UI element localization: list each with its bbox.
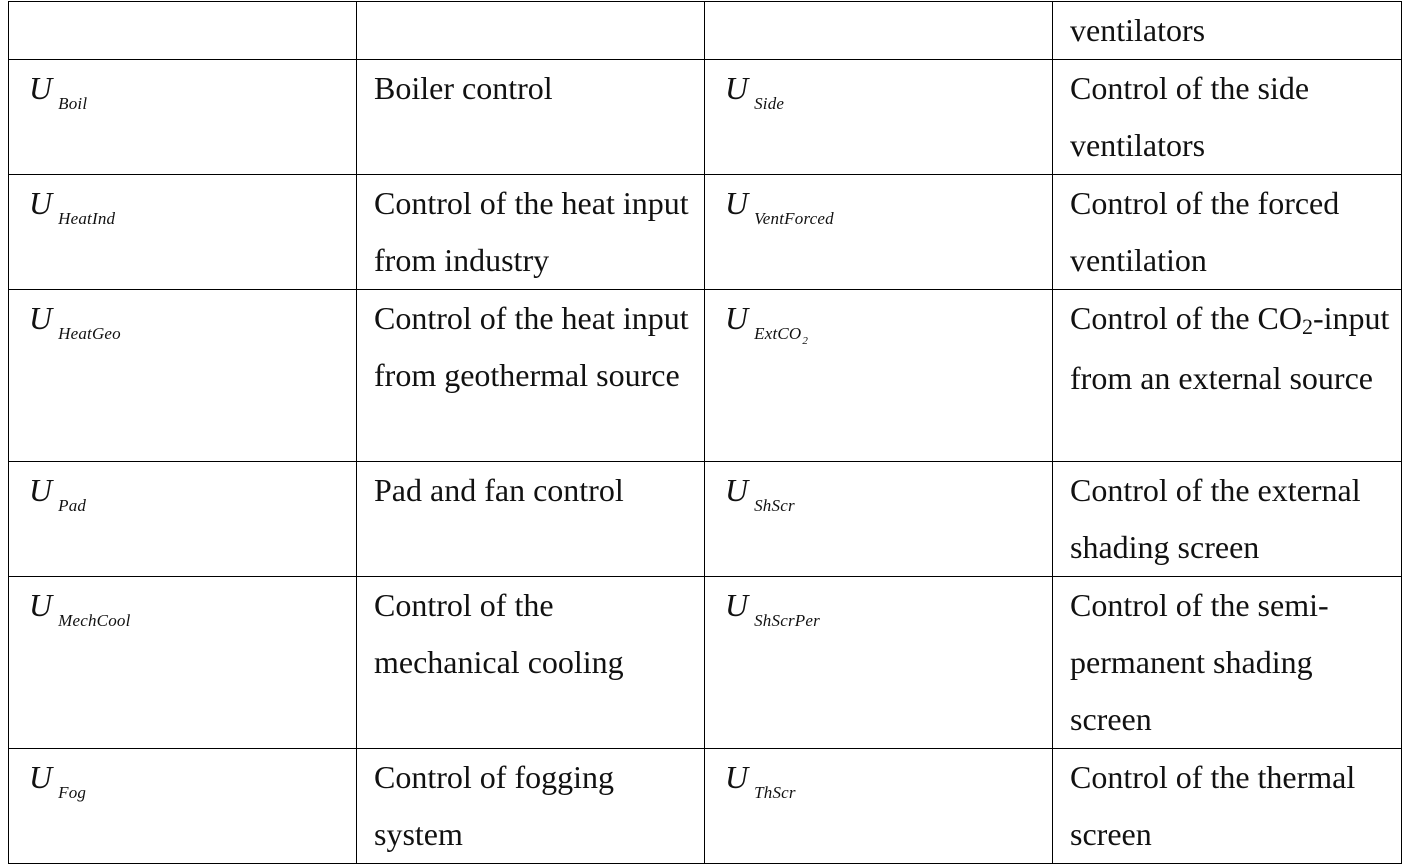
symbol-letter: U [29,587,53,623]
symbol-subscript: HeatInd [58,209,116,228]
description-text: Control of the thermal screen [1070,759,1356,852]
symbol-cell [9,577,357,749]
symbol-subscript: Side [754,94,785,113]
symbol-letter: U [725,300,749,336]
symbol-letter: U [725,587,749,623]
description-text: Control of the heat input from geothermal source [374,300,689,393]
symbol-cell [9,60,357,175]
description-cell [1053,2,1402,60]
description-cell [357,749,705,864]
description-cell [357,462,705,577]
description-text: Boiler control [374,70,553,106]
symbol-subscript: ShScrPer [754,611,820,630]
symbol-subscript: Pad [58,496,87,515]
symbol-letter: U [29,472,53,508]
table-row [9,175,1402,290]
symbol-subscript: VentForced [754,209,834,228]
symbol-cell [705,749,1053,864]
symbol-cell [705,175,1053,290]
control-variables-table [8,1,1402,864]
symbol-subscript [754,324,809,347]
symbol-subscript-text: ExtCO [754,324,802,343]
symbol-subscript: ThScr [754,783,796,802]
description-text: ventilators [1070,12,1206,48]
symbol-letter: U [29,300,53,336]
table-row [9,2,1402,60]
description-cell [357,60,705,175]
description-cell [1053,749,1402,864]
description-cell [357,290,705,462]
description-cell [1053,290,1402,462]
symbol-letter: U [29,759,53,795]
control-variables-table-container [8,1,1402,864]
description-text-continued: -input from an external source [1070,300,1390,396]
description-text: Control of the mechanical cooling [374,587,624,680]
symbol-letter: U [725,70,749,106]
symbol-letter: U [29,70,53,106]
symbol-subscript: Fog [58,783,87,802]
description-cell [1053,462,1402,577]
description-cell [1053,175,1402,290]
description-cell [357,175,705,290]
description-text: Control of the heat input from industry [374,185,689,278]
symbol-subsubscript: 2 [802,335,809,347]
symbol-letter: U [725,185,749,221]
description-text: Control of the CO [1070,300,1302,336]
symbol-cell [705,60,1053,175]
symbol-subscript: ShScr [754,496,795,515]
description-text: Pad and fan control [374,472,624,508]
description-cell [1053,60,1402,175]
symbol-cell [705,462,1053,577]
description-text: Control of the external shading screen [1070,472,1361,565]
symbol-cell [705,2,1053,60]
table-row [9,462,1402,577]
symbol-cell [9,462,357,577]
description-text: Control of the semi-permanent shading screen [1070,587,1329,737]
symbol-subscript: MechCool [58,611,131,630]
symbol-subscript: Boil [58,94,88,113]
description-subscript: 2 [1301,314,1313,339]
description-text: Control of the side ventilators [1070,70,1310,163]
symbol-subscript: HeatGeo [58,324,121,343]
description-text: Control of the forced ventilation [1070,185,1340,278]
symbol-cell [9,175,357,290]
symbol-cell [9,290,357,462]
symbol-letter: U [725,759,749,795]
table-row [9,60,1402,175]
description-text: Control of fogging system [374,759,614,852]
table-row [9,577,1402,749]
symbol-cell [705,577,1053,749]
description-cell [357,577,705,749]
symbol-cell [9,2,357,60]
description-cell [357,2,705,60]
symbol-letter: U [725,472,749,508]
symbol-letter: U [29,185,53,221]
table-row [9,290,1402,462]
description-cell [1053,577,1402,749]
table-row [9,749,1402,864]
symbol-cell [705,290,1053,462]
symbol-cell [9,749,357,864]
